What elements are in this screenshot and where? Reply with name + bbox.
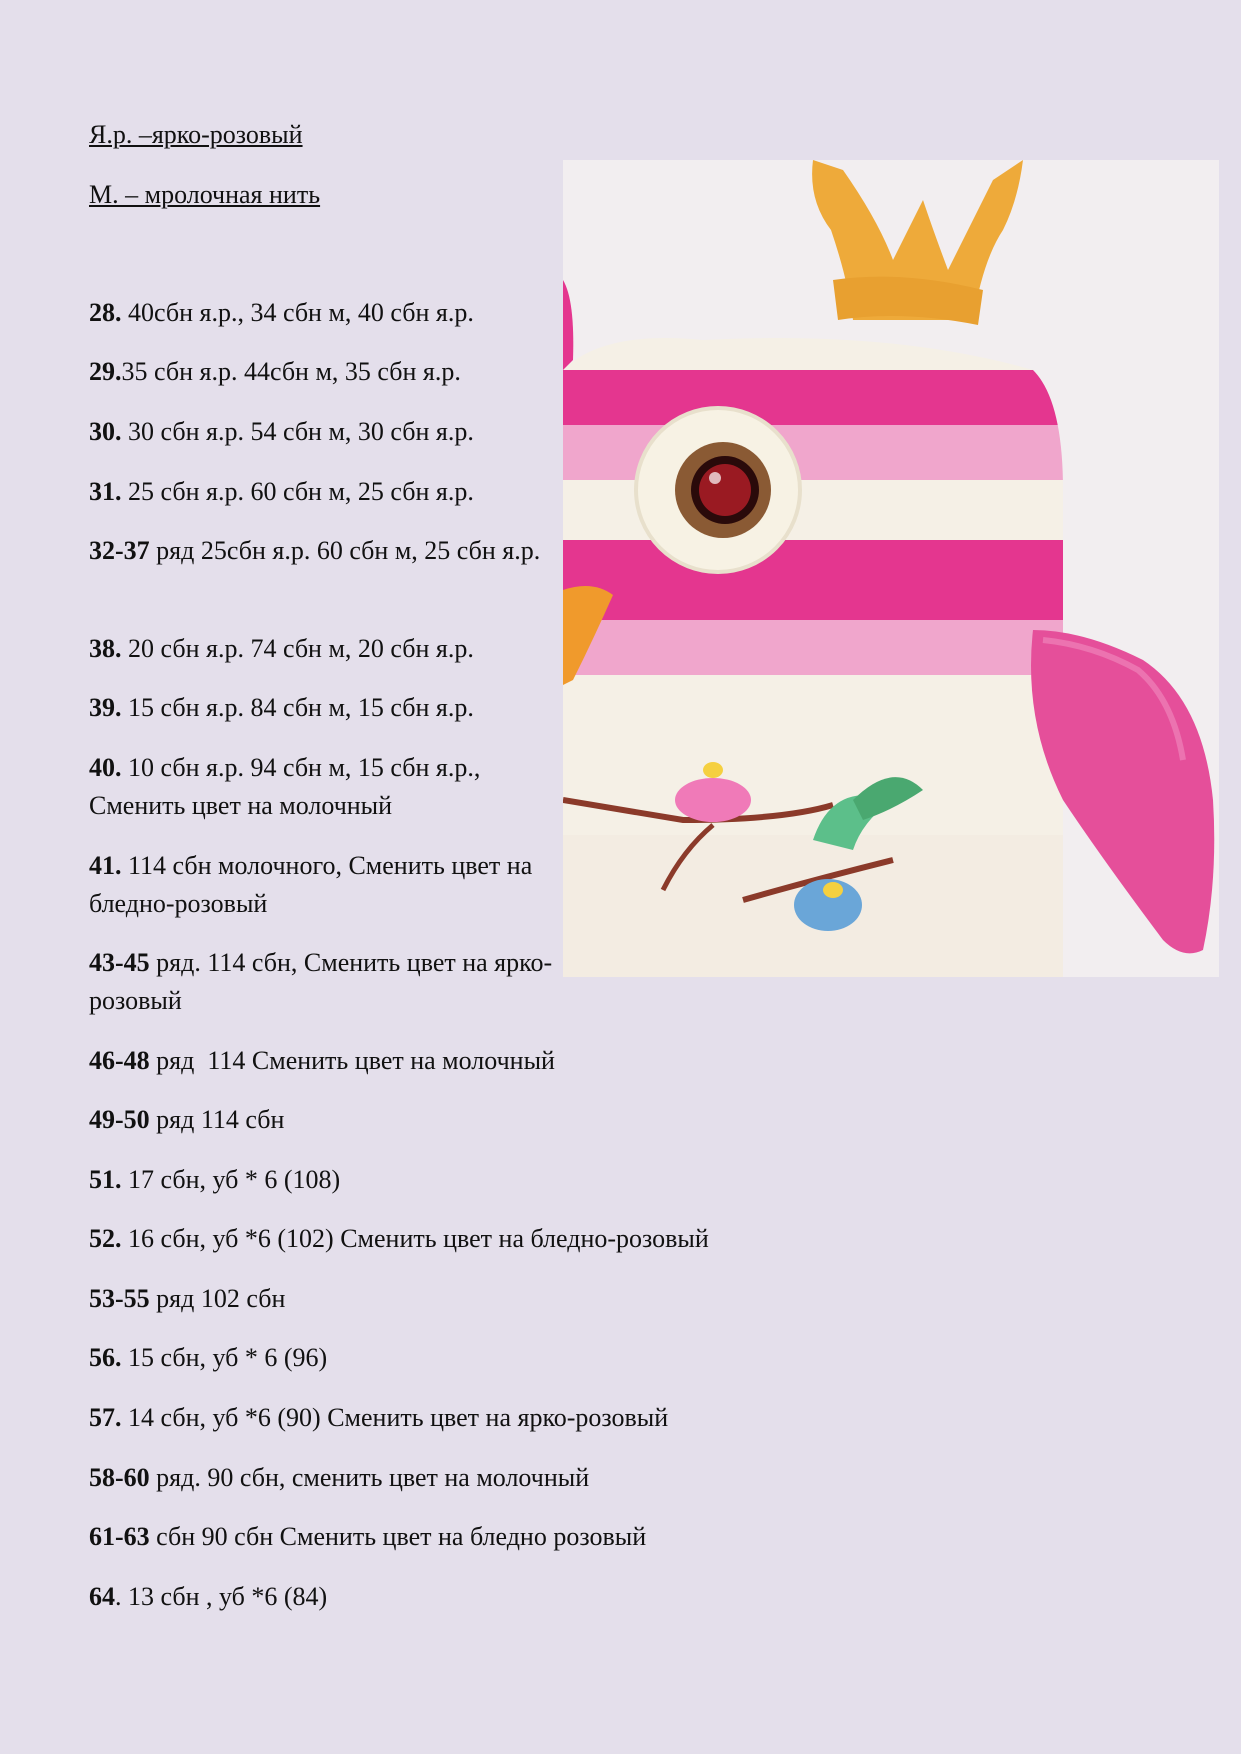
row-number: 39. bbox=[89, 693, 122, 722]
row-64 bbox=[89, 1578, 327, 1616]
row-number: 43-45 bbox=[89, 948, 150, 977]
row-number: 53-55 bbox=[89, 1284, 150, 1313]
row-number: 49-50 bbox=[89, 1105, 150, 1134]
row-number: 29. bbox=[89, 357, 122, 386]
row-43-45 bbox=[89, 944, 559, 1020]
row-text: 16 сбн, уб *6 (102) Сменить цвет на бледно-розовый bbox=[121, 1224, 709, 1253]
row-text: ряд 114 сбн bbox=[149, 1105, 285, 1134]
row-58-60 bbox=[89, 1459, 589, 1497]
row-29 bbox=[89, 353, 549, 391]
legend-milk-thread: М. – мролочная нить bbox=[89, 180, 321, 209]
legend-bright-pink: Я.р. –ярко-розовый bbox=[89, 120, 303, 149]
row-number: 56. bbox=[89, 1343, 122, 1372]
row-57 bbox=[89, 1399, 668, 1437]
owl-toy-photo bbox=[563, 160, 1219, 977]
row-text: ряд. 114 сбн, Сменить цвет на ярко-розовый bbox=[89, 948, 553, 1015]
row-number: 31. bbox=[89, 477, 122, 506]
row-28 bbox=[89, 294, 549, 332]
row-number: 46-48 bbox=[89, 1046, 150, 1075]
row-46-48 bbox=[89, 1042, 555, 1080]
row-51 bbox=[89, 1161, 340, 1199]
row-text: 15 сбн я.р. 84 сбн м, 15 сбн я.р. bbox=[121, 693, 474, 722]
row-30 bbox=[89, 413, 549, 451]
row-39 bbox=[89, 689, 549, 727]
row-text: 15 сбн, уб * 6 (96) bbox=[121, 1343, 328, 1372]
row-40 bbox=[89, 749, 549, 825]
row-number: 32-37 bbox=[89, 536, 150, 565]
row-32-37 bbox=[89, 532, 549, 570]
row-text: ряд. 90 сбн, сменить цвет на молочный bbox=[149, 1463, 590, 1492]
row-text: 114 сбн молочного, Сменить цвет на бледно-розовый bbox=[89, 851, 533, 918]
row-number: 52. bbox=[89, 1224, 122, 1253]
row-number: 57. bbox=[89, 1403, 122, 1432]
row-number: 58-60 bbox=[89, 1463, 150, 1492]
row-56 bbox=[89, 1339, 327, 1377]
row-49-50 bbox=[89, 1101, 284, 1139]
row-38 bbox=[89, 630, 549, 668]
row-52 bbox=[89, 1220, 709, 1258]
row-41 bbox=[89, 847, 549, 923]
row-text: . 13 сбн , уб *6 (84) bbox=[115, 1582, 328, 1611]
row-text: 10 сбн я.р. 94 сбн м, 15 сбн я.р., Сменить цвет на молочный bbox=[89, 753, 481, 820]
row-61-63 bbox=[89, 1518, 646, 1556]
row-number: 61-63 bbox=[89, 1522, 150, 1551]
row-number: 51. bbox=[89, 1165, 122, 1194]
row-number: 30. bbox=[89, 417, 122, 446]
row-text: 20 сбн я.р. 74 сбн м, 20 сбн я.р. bbox=[121, 634, 474, 663]
row-text: ряд 25сбн я.р. 60 сбн м, 25 сбн я.р. bbox=[149, 536, 541, 565]
row-text: 14 сбн, уб *6 (90) Сменить цвет на ярко-розовый bbox=[121, 1403, 669, 1432]
row-text: 17 сбн, уб * 6 (108) bbox=[121, 1165, 341, 1194]
row-text: 30 сбн я.р. 54 сбн м, 30 сбн я.р. bbox=[121, 417, 474, 446]
row-text: сбн 90 сбн Сменить цвет на бледно розовый bbox=[149, 1522, 647, 1551]
row-number: 41. bbox=[89, 851, 122, 880]
row-53-55 bbox=[89, 1280, 285, 1318]
row-text: ряд 102 сбн bbox=[149, 1284, 286, 1313]
row-text: ряд 114 Сменить цвет на молочный bbox=[149, 1046, 555, 1075]
row-number: 38. bbox=[89, 634, 122, 663]
row-number: 64 bbox=[89, 1582, 115, 1611]
row-text: 35 сбн я.р. 44сбн м, 35 сбн я.р. bbox=[121, 357, 461, 386]
row-text: 40сбн я.р., 34 сбн м, 40 сбн я.р. bbox=[121, 298, 474, 327]
row-number: 40. bbox=[89, 753, 122, 782]
row-text: 25 сбн я.р. 60 сбн м, 25 сбн я.р. bbox=[121, 477, 474, 506]
row-31 bbox=[89, 473, 549, 511]
row-number: 28. bbox=[89, 298, 122, 327]
